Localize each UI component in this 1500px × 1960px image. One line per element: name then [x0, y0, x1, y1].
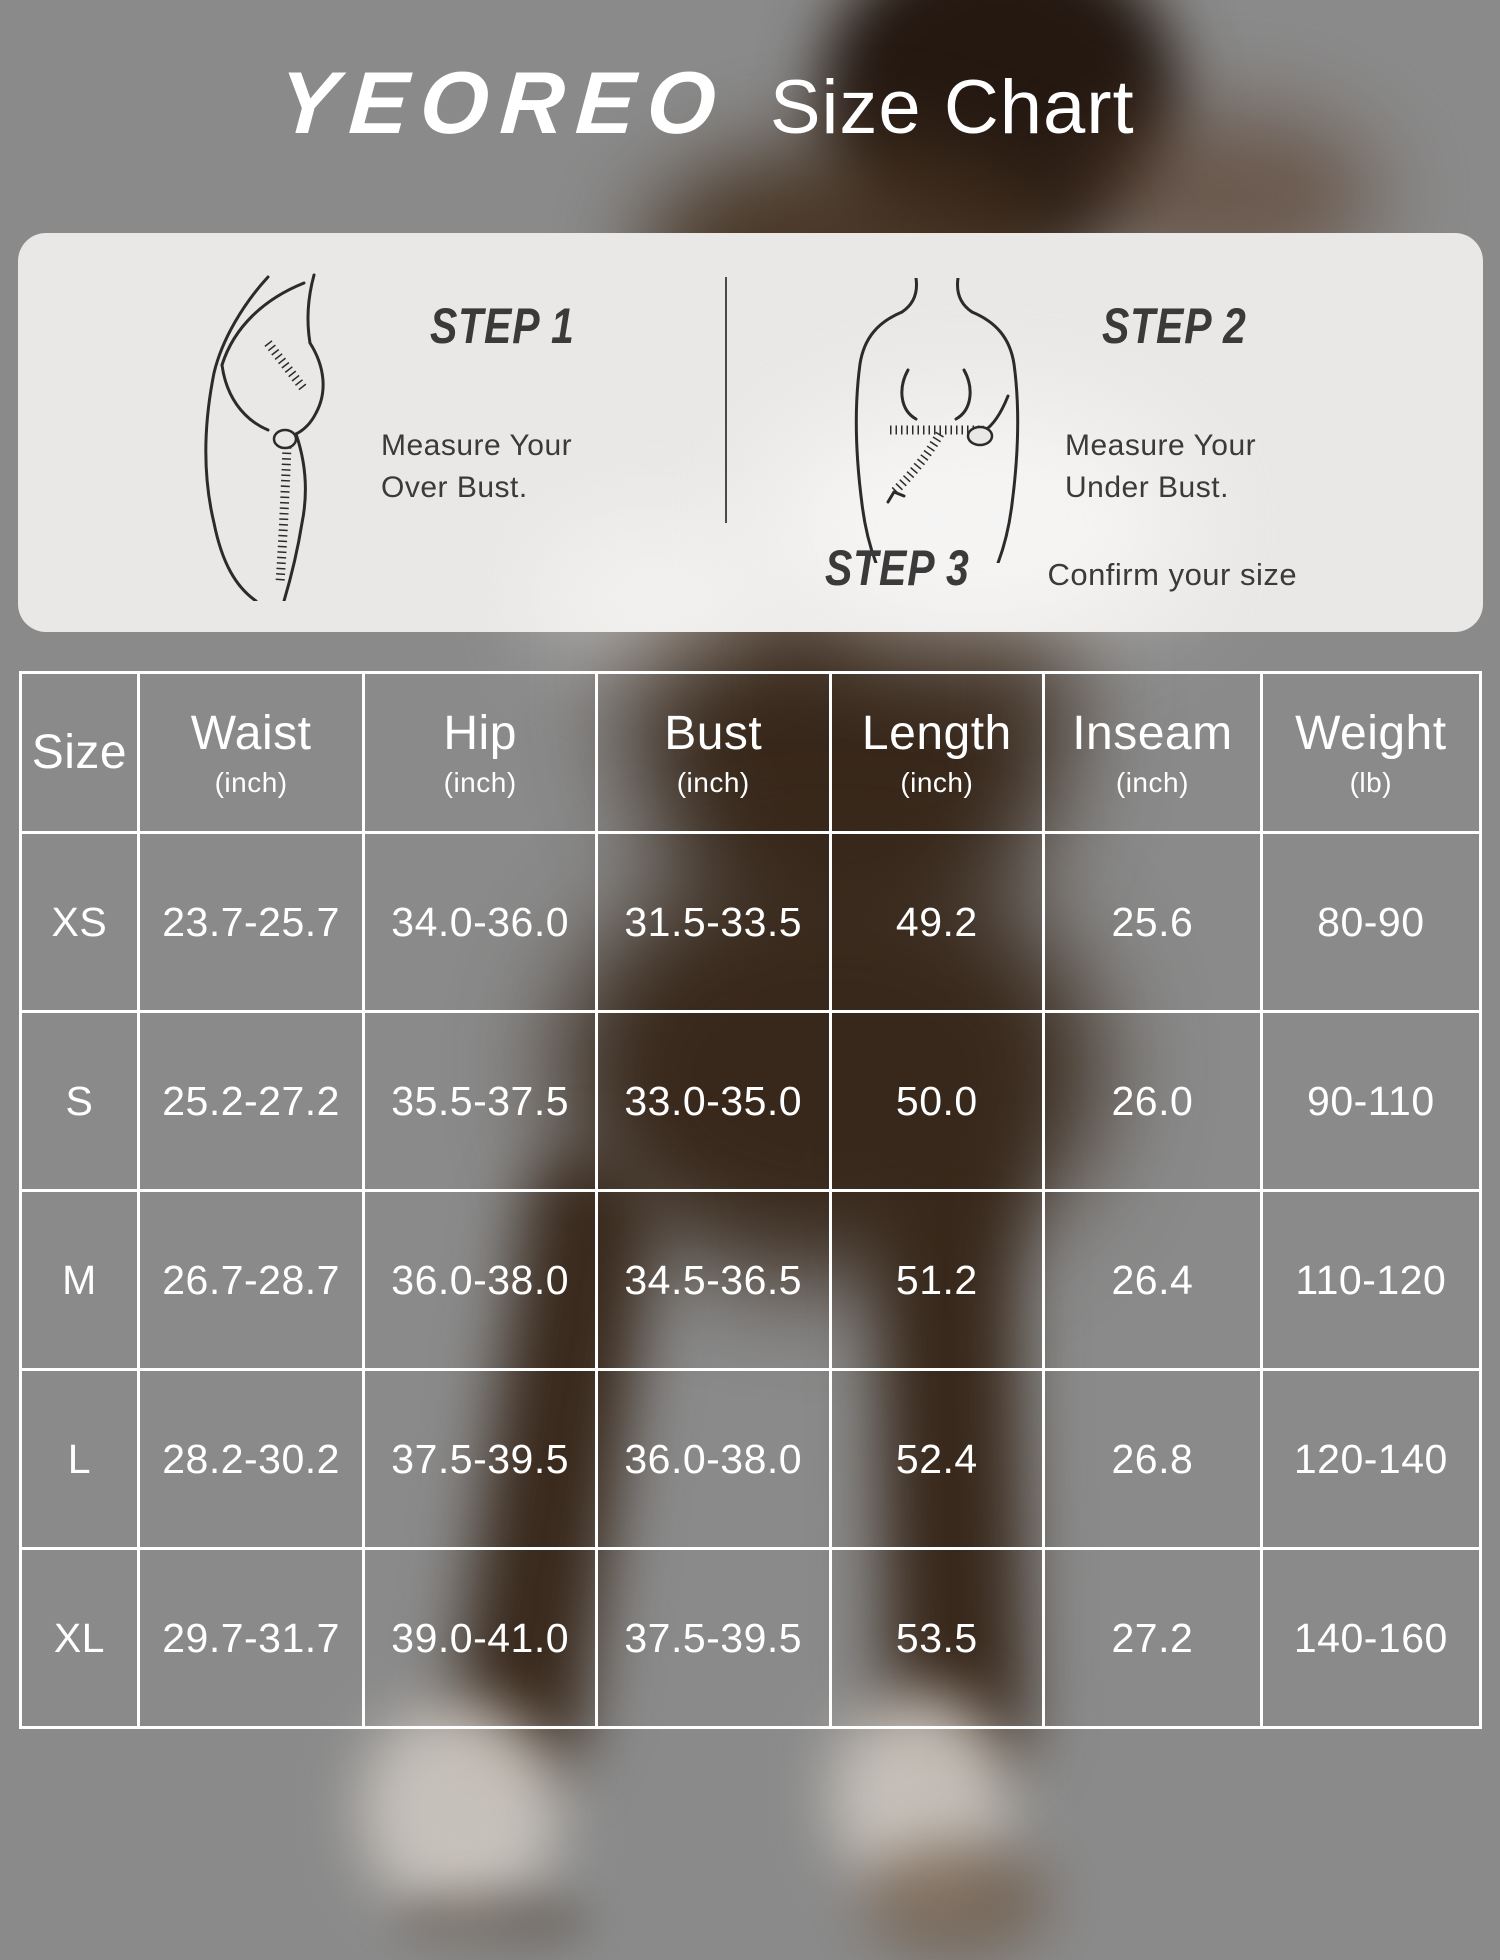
- value-cell: 90-110: [1261, 1012, 1480, 1191]
- value-cell: 36.0-38.0: [364, 1191, 597, 1370]
- value-cell: 53.5: [830, 1549, 1044, 1728]
- value-cell: 36.0-38.0: [596, 1370, 830, 1549]
- page-header: [0, 52, 1457, 154]
- value-cell: 50.0: [830, 1012, 1044, 1191]
- value-cell: 27.2: [1044, 1549, 1262, 1728]
- size-table: [19, 671, 1482, 1729]
- table-row-xl: [21, 1549, 1481, 1728]
- value-cell: 26.7-28.7: [138, 1191, 364, 1370]
- blurred-person-left-sock: [360, 1700, 560, 1920]
- size-cell: XL: [21, 1549, 139, 1728]
- measuring-under-bust-figure-icon: [836, 278, 1036, 563]
- steps-divider: [725, 277, 727, 523]
- table-row-s: [21, 1012, 1481, 1191]
- measure-guide-panel: [18, 233, 1483, 632]
- size-cell: XS: [21, 833, 139, 1012]
- column-header-bust: Bust (inch): [596, 673, 830, 833]
- value-cell: 34.0-36.0: [364, 833, 597, 1012]
- step3-description: Confirm your size: [1047, 557, 1298, 592]
- step2-label: STEP 2: [1102, 298, 1247, 354]
- table-row-m: [21, 1191, 1481, 1370]
- table-row-xs: [21, 833, 1481, 1012]
- value-cell: 34.5-36.5: [596, 1191, 830, 1370]
- step2-description-line1: Measure Your: [1065, 429, 1257, 462]
- size-cell: S: [21, 1012, 139, 1191]
- value-cell: 23.7-25.7: [138, 833, 364, 1012]
- page-title: Size Chart: [769, 65, 1135, 150]
- step2-description-line2: Under Bust.: [1065, 471, 1229, 504]
- value-cell: 49.2: [830, 833, 1044, 1012]
- value-cell: 110-120: [1261, 1191, 1480, 1370]
- step1-description: [381, 425, 572, 509]
- value-cell: 26.0: [1044, 1012, 1262, 1191]
- column-header-inseam: Inseam (inch): [1044, 673, 1262, 833]
- table-body: [21, 833, 1481, 1728]
- brand-logo: YEOREO: [275, 53, 732, 152]
- step3: [825, 539, 1297, 597]
- size-cell: L: [21, 1370, 139, 1549]
- blurred-floor-shadow: [390, 1890, 590, 1950]
- value-cell: 26.4: [1044, 1191, 1262, 1370]
- value-cell: 80-90: [1261, 833, 1480, 1012]
- value-cell: 52.4: [830, 1370, 1044, 1549]
- value-cell: 39.0-41.0: [364, 1549, 597, 1728]
- value-cell: 37.5-39.5: [364, 1370, 597, 1549]
- table-header: [21, 673, 1481, 833]
- value-cell: 120-140: [1261, 1370, 1480, 1549]
- column-header-weight: Weight (lb): [1261, 673, 1480, 833]
- value-cell: 31.5-33.5: [596, 833, 830, 1012]
- value-cell: 25.2-27.2: [138, 1012, 364, 1191]
- value-cell: 29.7-31.7: [138, 1549, 364, 1728]
- column-header-size: Size: [21, 673, 139, 833]
- value-cell: 26.8: [1044, 1370, 1262, 1549]
- column-header-hip: Hip (inch): [364, 673, 597, 833]
- step2-description: [1065, 425, 1256, 509]
- value-cell: 35.5-37.5: [364, 1012, 597, 1191]
- step1-description-line2: Over Bust.: [381, 471, 528, 504]
- value-cell: 33.0-35.0: [596, 1012, 830, 1191]
- measuring-over-bust-figure-icon: [146, 271, 360, 601]
- panel-highlight: [538, 523, 768, 673]
- blurred-person-shoe: [860, 1840, 1050, 1960]
- value-cell: 28.2-30.2: [138, 1370, 364, 1549]
- step3-label: STEP 3: [825, 540, 970, 596]
- value-cell: 140-160: [1261, 1549, 1480, 1728]
- table-header-row: [21, 673, 1481, 833]
- column-header-length: Length (inch): [830, 673, 1044, 833]
- step1-label: STEP 1: [430, 298, 575, 354]
- column-header-waist: Waist (inch): [138, 673, 364, 833]
- value-cell: 37.5-39.5: [596, 1549, 830, 1728]
- value-cell: 51.2: [830, 1191, 1044, 1370]
- step1-description-line1: Measure Your: [381, 429, 573, 462]
- size-cell: M: [21, 1191, 139, 1370]
- value-cell: 25.6: [1044, 833, 1262, 1012]
- table-row-l: [21, 1370, 1481, 1549]
